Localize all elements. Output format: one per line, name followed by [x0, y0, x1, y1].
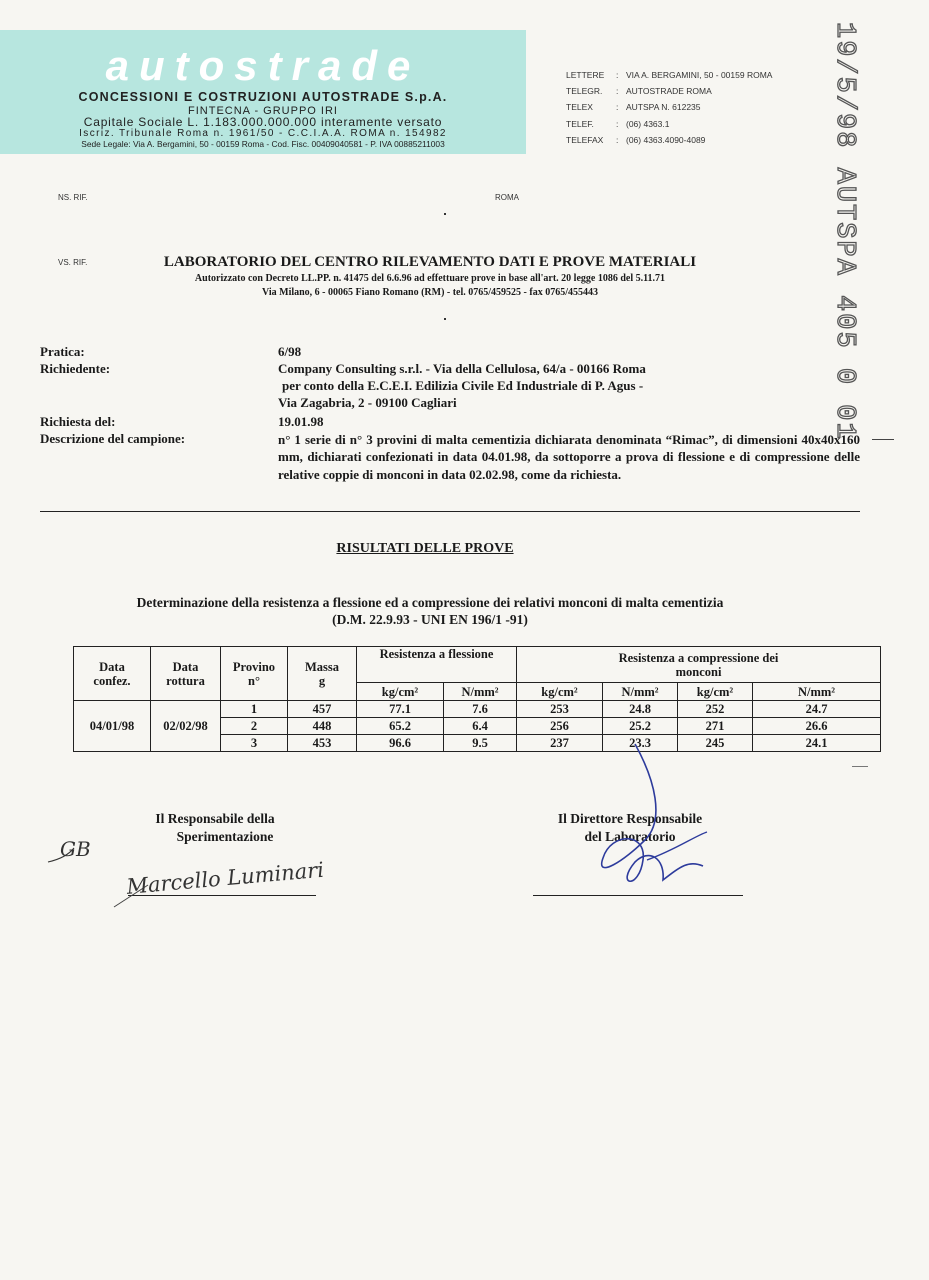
- flessione-n-cell: 7.6: [444, 701, 517, 718]
- unit-header: kg/cm²: [517, 683, 603, 701]
- svg-text:19/5/98 AUTSPA 405 0 01: 19/5/98 AUTSPA 405 0 01: [829, 22, 859, 441]
- data-confez-cell: 04/01/98: [74, 701, 151, 752]
- unit-header: N/mm²: [603, 683, 678, 701]
- descrizione-label: Descrizione del campione:: [40, 431, 186, 446]
- left-signer-title: Il Responsabile della: [155, 811, 275, 826]
- letterhead: [0, 30, 526, 154]
- contact-separator: :: [616, 102, 619, 113]
- separator-rule: [40, 511, 860, 512]
- autostrade-logo: [58, 36, 468, 92]
- richiesta-value: 19.01.98: [278, 414, 324, 429]
- svg-text:Marcello Luminari: Marcello Luminari: [125, 857, 325, 899]
- richiedente-line: Via Zagabria, 2 - 09100 Cagliari: [278, 395, 457, 410]
- contact-value: AUTSPA N. 612235: [626, 102, 701, 113]
- contact-label: TELEX: [566, 102, 593, 113]
- compressione-kg-cell: 237: [517, 735, 603, 752]
- header-row: [74, 647, 881, 683]
- compressione-n-cell: 25.2: [603, 718, 678, 735]
- compressione-kg-cell: 256: [517, 718, 603, 735]
- right-handwritten-signature: [585, 740, 725, 900]
- contact-row: [566, 132, 772, 148]
- richiedente-line: Company Consulting s.r.l. - Via della Cellulosa, 64/a - 00166 Roma: [278, 361, 646, 376]
- flessione-kg-cell: 65.2: [357, 718, 444, 735]
- test-title: Determinazione della resistenza a flessione ed a compressione dei relativi monconi di malta cementizia: [136, 595, 724, 610]
- flessione-kg-cell: 77.1: [357, 701, 444, 718]
- provino-cell: 1: [221, 701, 288, 718]
- contact-value: (06) 4363.4090-4089: [626, 134, 706, 145]
- flessione-n-cell: 6.4: [444, 718, 517, 735]
- company-capital: Capitale Sociale L. 1.183.000.000.000 interamente versato: [83, 115, 443, 129]
- vs-rif-label: VS. RIF.: [58, 258, 88, 267]
- margin-tick: [852, 766, 868, 767]
- compressione-kg-cell: 245: [678, 735, 753, 752]
- company-name: CONCESSIONI E COSTRUZIONI AUTOSTRADE S.p.A.: [78, 90, 448, 104]
- results-heading: RISULTATI DELLE PROVE: [336, 541, 514, 556]
- contact-value: VIA A. BERGAMINI, 50 - 00159 ROMA: [626, 70, 773, 81]
- pratica-label: Pratica:: [40, 344, 85, 359]
- richiedente-label: Richiedente:: [40, 361, 111, 376]
- col-header-data-confez: Data confez.: [74, 647, 151, 701]
- contact-label: TELEF.: [566, 118, 594, 129]
- unit-header: N/mm²: [444, 683, 517, 701]
- contact-row: [566, 99, 772, 115]
- descrizione-value: n° 1 serie di n° 3 provini di malta cementizia dichiarata denominata “Rimac”, di dimensioni 40x40x160 mm, dichiarati confezionati in data 04.01.98, da sottoporre a prova di flessione e di compressione delle relative coppie di monconi in data 02.02.98, come da richiesta.: [278, 432, 860, 482]
- contact-row: [566, 83, 772, 99]
- contact-separator: :: [616, 86, 619, 97]
- results-table: [73, 646, 881, 752]
- provino-cell: 2: [221, 718, 288, 735]
- contact-value: AUTOSTRADE ROMA: [626, 86, 712, 97]
- right-signer-title: del Laboratorio: [584, 829, 676, 844]
- col-header-massa: Massa g: [288, 647, 357, 701]
- flessione-kg-cell: 96.6: [357, 735, 444, 752]
- initials-signature: [38, 822, 108, 877]
- test-norm: (D.M. 22.9.93 - UNI EN 196/1 -91): [332, 612, 528, 627]
- margin-tick: [872, 439, 894, 440]
- contact-row: [566, 116, 772, 132]
- compressione-n-cell: 24.1: [753, 735, 881, 752]
- pratica-value: 6/98: [278, 344, 302, 359]
- unit-header: kg/cm²: [678, 683, 753, 701]
- lab-title: LABORATORIO DEL CENTRO RILEVAMENTO DATI E PROVE MATERIALI: [163, 254, 697, 270]
- massa-cell: 457: [288, 701, 357, 718]
- dot-mark: [444, 213, 446, 215]
- flessione-n-cell: 9.5: [444, 735, 517, 752]
- roma-label: ROMA: [495, 193, 519, 202]
- svg-text:GB: GB: [60, 837, 91, 861]
- contacts-block: [566, 67, 772, 148]
- lab-authorization: Autorizzato con Decreto LL.PP. n. 41475 del 6.6.96 ad effettuare prove in base all'art. 20 legge 1086 del 5.11.71: [194, 273, 666, 284]
- compressione-n-cell: 26.6: [753, 718, 881, 735]
- ns-rif-label: NS. RIF.: [58, 193, 88, 202]
- data-rottura-cell: 02/02/98: [151, 701, 221, 752]
- richiesta-label: Richiesta del:: [40, 414, 116, 429]
- compressione-n-cell: 24.7: [753, 701, 881, 718]
- contact-separator: :: [616, 134, 619, 145]
- col-header-compressione: Resistenza a compressione dei monconi: [517, 647, 881, 683]
- compressione-kg-cell: 271: [678, 718, 753, 735]
- unit-header: N/mm²: [753, 683, 881, 701]
- contact-row: [566, 67, 772, 83]
- right-signer-title: Il Direttore Responsabile: [557, 811, 703, 826]
- massa-cell: 453: [288, 735, 357, 752]
- contact-separator: :: [616, 118, 619, 129]
- dot-mark: [444, 318, 446, 320]
- richiedente-line: per conto della E.C.E.I. Edilizia Civile Ed Industriale di P. Agus -: [282, 378, 644, 393]
- svg-text:autostrade: autostrade: [105, 42, 421, 89]
- left-signer-title: Sperimentazione: [176, 829, 274, 844]
- col-header-data-rottura: Data rottura: [151, 647, 221, 701]
- compressione-kg-cell: 253: [517, 701, 603, 718]
- col-header-flessione: Resistenza a flessione: [357, 647, 517, 683]
- compressione-n-cell: 23.3: [603, 735, 678, 752]
- company-registration: Iscriz. Tribunale Roma n. 1961/50 - C.C.I.A.A. ROMA n. 154982: [79, 128, 447, 139]
- contact-separator: :: [616, 70, 619, 81]
- contact-label: LETTERE: [566, 70, 605, 81]
- contact-value: (06) 4363.1: [626, 118, 670, 129]
- provino-cell: 3: [221, 735, 288, 752]
- lab-address: Via Milano, 6 - 00065 Fiano Romano (RM) - tel. 0765/459525 - fax 0765/455443: [262, 287, 598, 298]
- left-handwritten-signature: [108, 845, 368, 915]
- unit-header: kg/cm²: [357, 683, 444, 701]
- company-group: FINTECNA - GRUPPO IRI: [188, 105, 338, 117]
- compressione-n-cell: 24.8: [603, 701, 678, 718]
- company-legal-seat: Sede Legale: Via A. Bergamini, 50 - 00159 Roma - Cod. Fisc. 00409040581 - P. IVA 00885211003: [81, 139, 445, 149]
- contact-label: TELEGR.: [566, 86, 603, 97]
- col-header-provino: Provino n°: [221, 647, 288, 701]
- contact-label: TELEFAX: [566, 134, 604, 145]
- compressione-kg-cell: 252: [678, 701, 753, 718]
- massa-cell: 448: [288, 718, 357, 735]
- table-row: [74, 701, 881, 718]
